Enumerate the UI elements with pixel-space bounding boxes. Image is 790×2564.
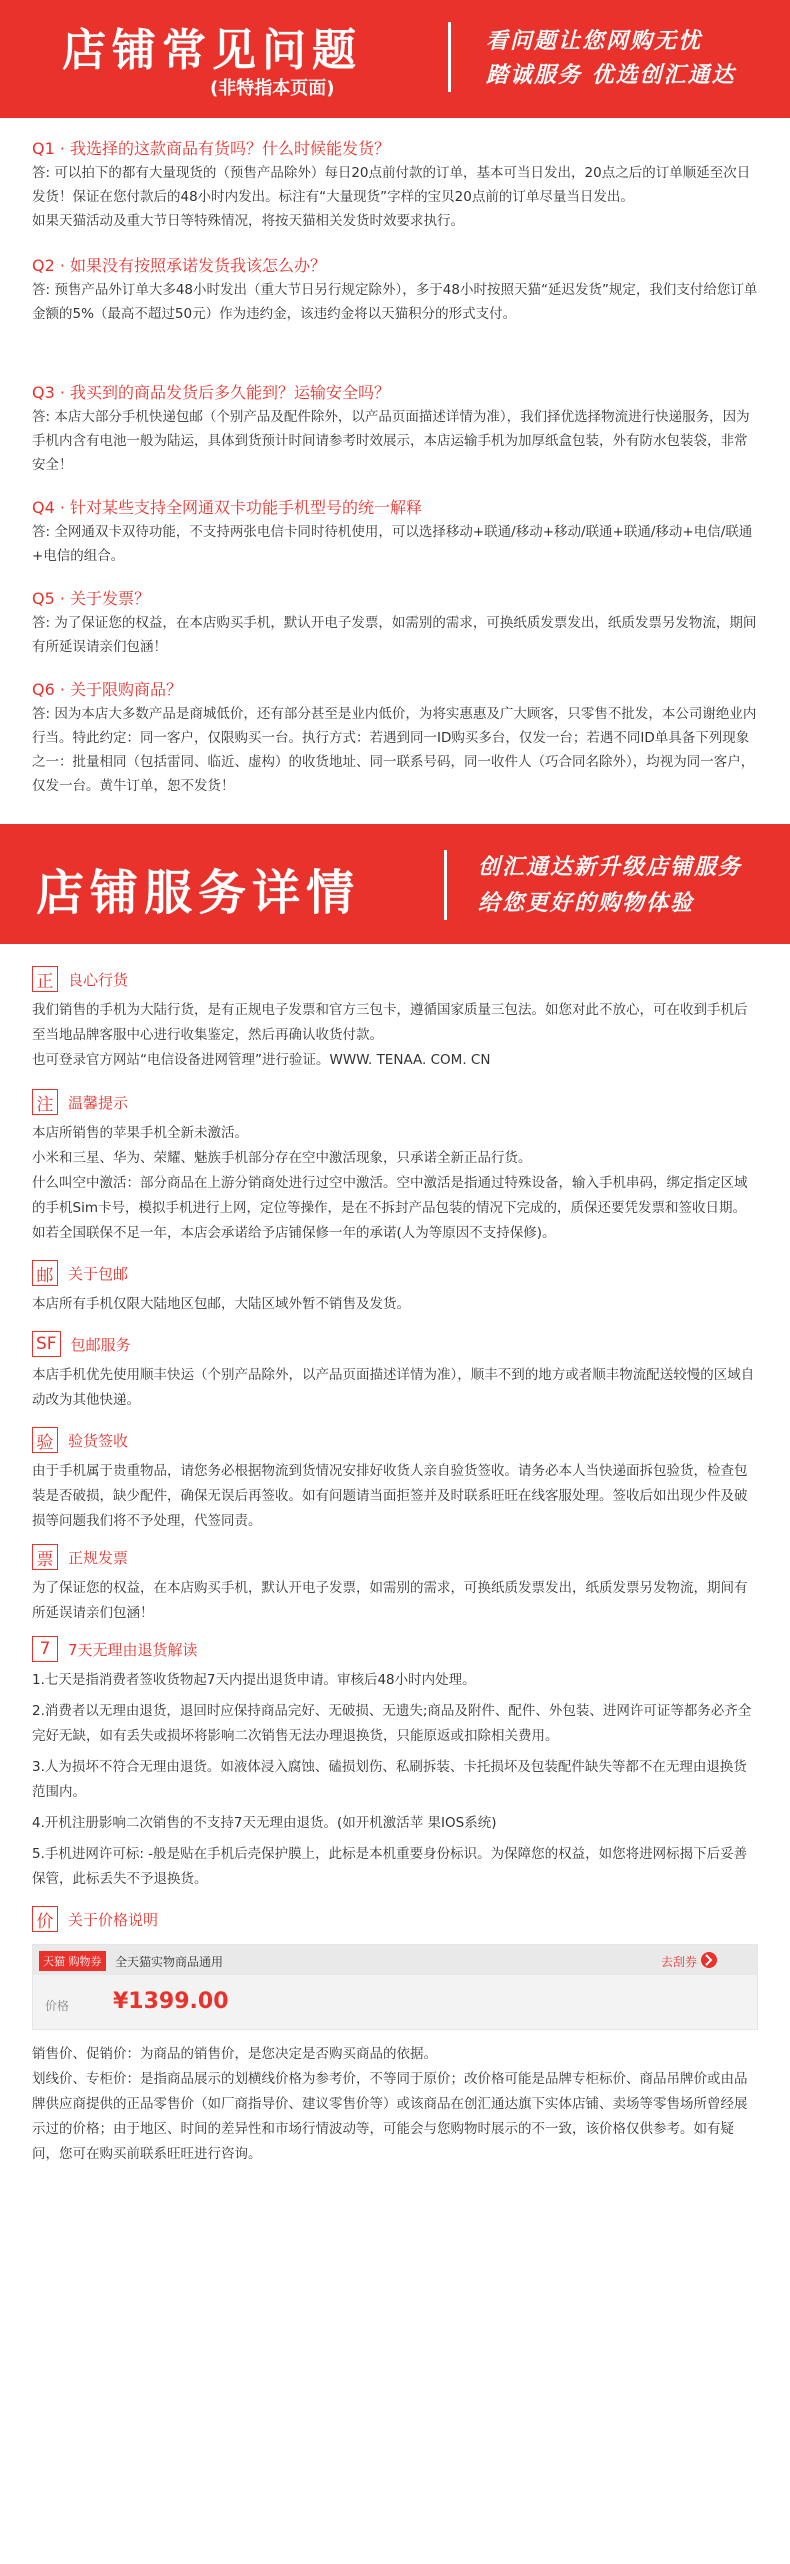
service-title: 温馨提示 — [68, 1093, 129, 1112]
faq-question-3: Q3 · 我买到的商品发货后多久能到？运输安全吗？ — [32, 383, 391, 402]
service-body — [0, 1576, 790, 1626]
faq-banner-subtitle: (非特指本页面) — [210, 78, 335, 99]
sf-badge-icon: SF — [32, 1331, 61, 1357]
service-banner-slogan-1: 创汇通达新升级店铺服务 — [478, 855, 743, 880]
service-title: 关于价格说明 — [68, 1910, 159, 1929]
genuine-badge-icon: 正 — [32, 966, 58, 992]
service-banner-title: 店铺服务详情 — [36, 865, 361, 921]
return-rule-1: 1.七天是指消费者签收货物起7天内提出退货申请。审核后48小时内处理。 — [32, 1672, 476, 1688]
price-example-box — [32, 1944, 758, 2030]
service-line: 由于手机属于贵重物品，请您务必根据物流到货情况安排好收货人亲自验货签收。请务必本人当快递面拆包验货，检查包装是否破损，缺少配件，确保无误后再签收。如有问题请当面拒签并及时联系旺旺在线客服处理。签收后如出现少件及破损等问题我们将不予处理，代签同责。 — [32, 1463, 748, 1529]
faq-question-1: Q1 · 我选择的这款商品有货吗？什么时候能发货？ — [32, 139, 391, 158]
faq-answer-3: 答: 本店大部分手机快递包邮（个别产品及配件除外，以产品页面描述详情为准），我们择优选择物流进行快递服务，因为手机内含有电池一般为陆运，具体到货预计时间请参考时效展示，本店运输手机为加厚纸盒包装，外有防水包装袋，非常安全！ — [32, 409, 750, 473]
price-note-1: 销售价、促销价：为商品的销售价，是您决定是否购买商品的依据。 — [32, 2046, 437, 2062]
faq-question-2: Q2 · 如果没有按照承诺发货我该怎么办？ — [32, 256, 327, 275]
service-title: 7天无理由退货解读 — [68, 1640, 198, 1659]
service-invoice — [32, 1544, 790, 1570]
service-line: 本店所销售的苹果手机全新未激活。 — [32, 1125, 248, 1141]
coupon-text: 全天猫实物商品通用 — [115, 1955, 224, 1969]
service-line: 我们销售的手机为大陆行货，是有正规电子发票和官方三包卡，遵循国家质量三包法。如您对此不放心，可在收到手机后至当地品牌客服中心进行收集鉴定，然后再确认收货付款。 — [32, 1002, 748, 1043]
faq-banner-slogan-2: 踏诚服务 优选创汇通达 — [486, 63, 736, 88]
service-7day-return — [32, 1636, 790, 1662]
faq-answer-6: 答: 因为本店大多数产品是商城低价，还有部分甚至是业内低价，为将实惠惠及广大顾客，只零售不批发，本公司谢绝业内行当。特此约定：同一客户，仅限购买一台。执行方式：若遇到同一ID购买多台，仅发一台；若遇不同ID单具备下列现象之一：批量相同（包括雷同、临近、虚构）的收货地址、同一联系号码，同一收件人（巧合同名除外），均视为同一客户，仅发一台。黄牛订单，恕不发货！ — [32, 706, 757, 794]
mail-badge-icon: 邮 — [32, 1260, 58, 1286]
service-title: 验货签收 — [68, 1431, 129, 1450]
faq-answer-1-note: 如果天猫活动及重大节日等特殊情况，将按天猫相关发货时效要求执行。 — [32, 213, 464, 229]
service-line: 小米和三星、华为、荣耀、魅族手机部分存在空中激活现象，只承诺全新正品行货。 — [32, 1150, 532, 1166]
price-note-2: 划线价、专柜价：是指商品展示的划横线价格为参考价，不等同于原价；改价格可能是品牌专柜标价、商品吊牌价或由品牌供应商提供的正品零售价（如厂商指导价、建议零售价等）或该商品在创汇通达旗下实体店铺、卖场等零售场所曾经展示过的价格；由于地区、时间的差异性和市场行情波动等，可能会与您购物时展示的不一致，该价格仅供参考。如有疑问，您可在购买前联系旺旺进行咨询。 — [32, 2071, 748, 2162]
services-section — [0, 944, 790, 2167]
faq-question-5: Q5 · 关于发票？ — [32, 589, 151, 608]
service-title: 包邮服务 — [70, 1335, 131, 1354]
price-label: 价格 — [45, 1999, 70, 2013]
service-price-note — [32, 1906, 790, 1932]
service-banner-slogan-2: 给您更好的购物体验 — [478, 891, 695, 916]
faq-banner-slogan-1: 看问题让您网购无忧 — [486, 29, 703, 54]
service-line: 也可登录官方网站“电信设备进网管理”进行验证。WWW. TENAA. COM. CN — [32, 1052, 491, 1068]
service-body — [0, 998, 790, 1073]
service-line: 什么叫空中激活：部分商品在上游分销商处进行过空中激活。空中激活是指通过特殊设备，输入手机串码，绑定指定区域的手机Sim卡号，模拟手机进行上网，定位等操作，是在不拆封产品包装的情况下完成的，质保还要凭发票和签收日期。如若全国联保不足一年，本店会承诺给予店铺保修一年的承诺(人为等原因不支持保修)。 — [32, 1175, 748, 1241]
service-title: 关于包邮 — [68, 1264, 129, 1283]
get-coupon-link[interactable]: 去刮券 — [660, 1955, 697, 1969]
faq-answer-5: 答: 为了保证您的权益，在本店购买手机，默认开电子发票，如需别的需求，可换纸质发票发出，纸质发票另发物流，期间有所延误请亲们包涵！ — [32, 615, 757, 655]
faq-section — [0, 118, 790, 798]
service-notice — [32, 1089, 790, 1115]
faq-question-6: Q6 · 关于限购商品？ — [32, 680, 183, 699]
service-body — [0, 1459, 790, 1534]
faq-answer-4: 答: 全网通双卡双待功能，不支持两张电信卡同时待机使用，可以选择移动+联通/移动+移动/联通+联通/移动+电信/联通+电信的组合。 — [32, 524, 753, 564]
invoice-badge-icon: 票 — [32, 1544, 58, 1570]
service-body — [0, 1668, 790, 1892]
faq-question-4: Q4 · 针对某些支持全网通双卡功能手机型号的统一解释 — [32, 498, 423, 517]
banner-divider-2 — [444, 850, 447, 920]
notice-badge-icon: 注 — [32, 1089, 58, 1115]
faq-answer-1: 答: 可以拍下的都有大量现货的（预售产品除外）每日20点前付款的订单，基本可当日发出，20点之后的订单顺延至次日发货！保证在您付款后的48小时内发出。标注有“大量现货”字样的宝贝20点前的订单尽量当日发出。 — [32, 165, 751, 205]
service-body — [0, 1292, 790, 1317]
price-notes — [0, 2042, 790, 2167]
inspect-badge-icon: 验 — [32, 1427, 58, 1453]
service-sf-express — [32, 1331, 790, 1357]
service-inspection — [32, 1427, 790, 1453]
faq-banner-title: 店铺常见问题 — [62, 25, 362, 76]
faq-banner — [0, 0, 790, 118]
service-line: 为了保证您的权益，在本店购买手机，默认开电子发票，如需别的需求，可换纸质发票发出，纸质发票另发物流，期间有所延误请亲们包涵！ — [32, 1580, 748, 1621]
price-value: ¥1399.00 — [113, 1989, 229, 2014]
service-banner — [0, 824, 790, 944]
service-title: 良心行货 — [68, 970, 129, 989]
return-rule-4: 4.开机注册影响二次销售的不支持7天无理由退货。(如开机激活苹 果IOS系统) — [32, 1815, 497, 1831]
service-body — [0, 1363, 790, 1413]
banner-divider — [448, 22, 451, 92]
price-badge-icon: 价 — [32, 1906, 58, 1932]
service-line: 本店手机优先使用顺丰快运（个别产品除外，以产品页面描述详情为准），顺丰不到的地方或者顺丰物流配送较慢的区域自动改为其他快递。 — [32, 1367, 755, 1408]
service-body — [0, 1121, 790, 1246]
tmall-coupon-tag: 天猫 购物券 — [39, 1951, 106, 1971]
seven-badge-icon: 7 — [32, 1636, 58, 1662]
faq-answer-2: 答: 预售产品外订单大多48小时发出（重大节日另行规定除外），多于48小时按照天猫“延迟发货”规定，我们支付给您订单金额的5%（最高不超过50元）作为违约金，该违约金将以天猫积分的形式支付。 — [32, 282, 758, 322]
return-rule-3: 3.人为损坏不符合无理由退货。如液体浸入腐蚀、磕损划伤、私刷拆装、卡托损坏及包装配件缺失等都不在无理由退换货范围内。 — [32, 1759, 747, 1800]
service-free-shipping — [32, 1260, 790, 1286]
return-rule-2: 2.消费者以无理由退货，退回时应保持商品完好、无破损、无遗失;商品及附件、配件、外包装、进网许可证等都务必齐全完好无缺，如有丢失或损坏将影响二次销售无法办理退换货，只能原返或扣除相关费用。 — [32, 1703, 752, 1744]
service-line: 本店所有手机仅限大陆地区包邮，大陆区域外暂不销售及发货。 — [32, 1296, 410, 1312]
return-rule-5: 5.手机进网许可标: -般是贴在手机后壳保护膜上，此标是本机重要身份标识。为保障您的权益，如您将进网标揭下后妥善保管，此标丢失不予退换货。 — [32, 1846, 748, 1887]
service-genuine — [32, 966, 790, 992]
service-title: 正规发票 — [68, 1548, 129, 1567]
